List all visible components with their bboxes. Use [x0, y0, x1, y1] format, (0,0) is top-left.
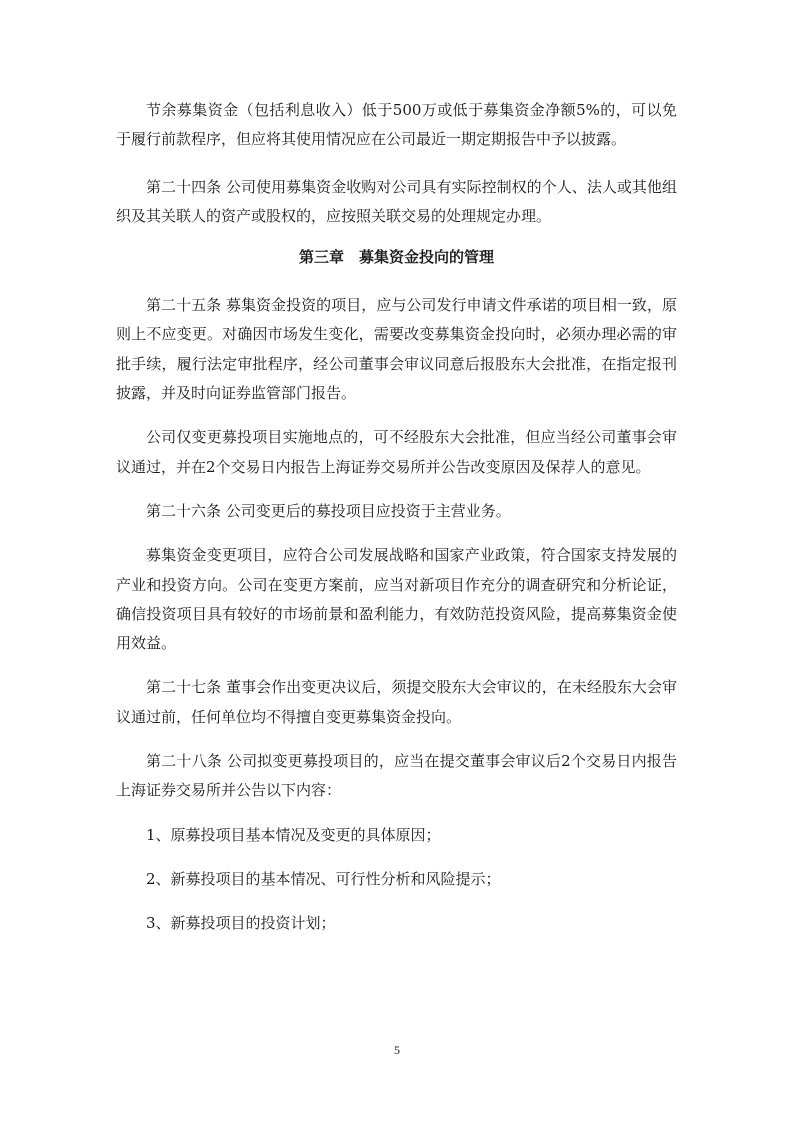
- paragraph-article-28: 第二十八条 公司拟变更募投项目的，应当在提交董事会审议后2个交易日内报告上海证券交易所并公告以下内容：: [116, 752, 677, 800]
- paragraph-article-25: 第二十五条 募集资金投资的项目，应与公司发行申请文件承诺的项目相一致，原则上不应变更。对确因市场发生变化，需要改变募集资金投向时，必须办理必需的审批手续，履行法定审批程序，经公司董事会审议同意后报股东大会批准，在指定报刊披露，并及时向证券监管部门报告。: [116, 296, 677, 403]
- page-number: 5: [394, 1043, 400, 1057]
- document-body: [116, 96, 677, 939]
- paragraph-surplus-funds: 节余募集资金（包括利息收入）低于500万或低于募集资金净额5%的，可以免于履行前款程序，但应将其使用情况应在公司最近一期定期报告中予以披露。: [116, 101, 677, 149]
- paragraph-location-change: 公司仅变更募投项目实施地点的，可不经股东大会批准，但应当经公司董事会审议通过，并在2个交易日内报告上海证券交易所并公告改变原因及保荐人的意见。: [116, 428, 677, 476]
- paragraph-article-26: 第二十六条 公司变更后的募投项目应投资于主营业务。: [146, 501, 511, 520]
- list-item-2: 2、新募投项目的基本情况、可行性分析和风险提示；: [146, 869, 501, 888]
- chapter-heading: 第三章 募集资金投向的管理: [298, 248, 494, 267]
- paragraph-article-24: 第二十四条 公司使用募集资金收购对公司具有实际控制权的个人、法人或其他组织及其关联人的资产或股权的，应按照关联交易的处理规定办理。: [116, 177, 677, 225]
- list-item-1: 1、原募投项目基本情况及变更的具体原因；: [146, 825, 441, 844]
- paragraph-article-27: 第二十七条 董事会作出变更决议后，须提交股东大会审议的，在未经股东大会审议通过前，任何单位均不得擅自变更募集资金投向。: [116, 678, 677, 726]
- paragraph-project-change: 募集资金变更项目，应符合公司发展战略和国家产业政策，符合国家支持发展的产业和投资方向。公司在变更方案前，应当对新项目作充分的调查研究和分析论证，确信投资项目具有较好的市场前景和盈利能力，有效防范投资风险，提高募集资金使用效益。: [116, 546, 677, 653]
- list-item-3: 3、新募投项目的投资计划；: [146, 914, 336, 933]
